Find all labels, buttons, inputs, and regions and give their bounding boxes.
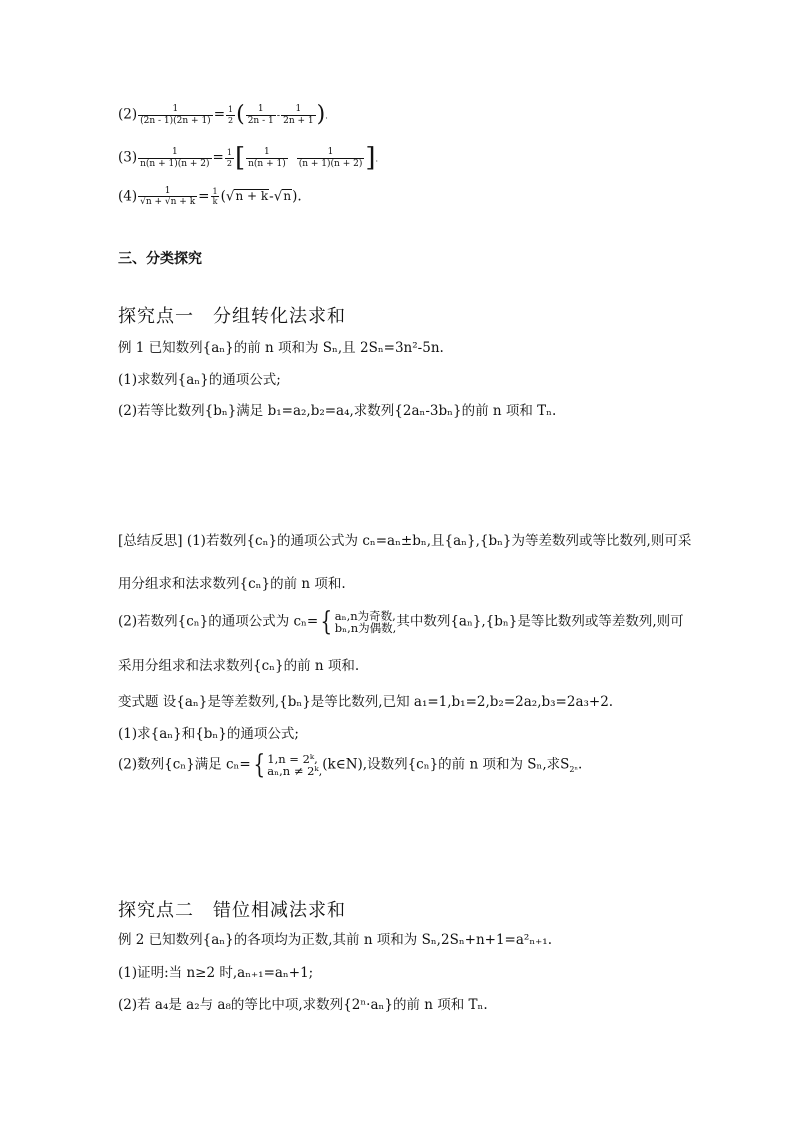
formula-2: (2) $\frac{1}{(2n - 1)(2n + 1)}$ = $\frac{1}{2}$ ( $\frac{1}{2n - 1}$ - $\frac{1}{2n + 1}$ ). — [118, 102, 328, 127]
formula-3-term-b: $\frac{1}{(n + 1)(n + 2)}$ — [298, 147, 363, 169]
formula-4-lhs-fraction: $\frac{1}{√n + √n + k}$ — [140, 186, 196, 208]
example1-q2: (2)若等比数列{bₙ}满足 b₁=a₂,b₂=a₄,求数列{2aₙ-3bₙ}的前 n 项和 Tₙ. — [118, 403, 557, 419]
summary-line1: [总结反思] (1)若数列{cₙ}的通项公式为 cₙ=aₙ±bₙ,且{aₙ},{bₙ}为等差数列或等比数列,则可采 — [118, 533, 692, 549]
summary2-line2: 采用分组求和法求数列{cₙ}的前 n 项和. — [118, 658, 360, 674]
formula-2-term-a: $\frac{1}{2n - 1}$ — [247, 104, 274, 126]
formula-2-label: (2) — [118, 106, 138, 123]
formula-4-label: (4) — [118, 188, 138, 205]
variant-intro: 变式题 设{aₙ}是等差数列,{bₙ}是等比数列,已知 a₁=1,b₁=2,b₂=2a₂,b₃=2a₃+2. — [118, 694, 614, 710]
formula-3-lhs-fraction: $\frac{1}{n(n + 1)(n + 2)}$ — [140, 147, 210, 169]
formula-2-lhs-fraction: $\frac{1}{(2n - 1)(2n + 1)}$ — [140, 104, 211, 126]
example1-q1: (1)求数列{aₙ}的通项公式; — [118, 372, 281, 388]
point2-heading: 探究点二 错位相减法求和 — [118, 900, 346, 921]
example2-intro: 例 2 已知数列{aₙ}的各项均为正数,其前 n 项和为 Sₙ,2Sₙ+n+1=a²ₙ₊₁. — [118, 932, 553, 948]
section-title: 三、分类探究 — [118, 251, 202, 267]
variant-q1: (1)求{aₙ}和{bₙ}的通项公式; — [118, 726, 299, 742]
formula-3: (3) $\frac{1}{n(n + 1)(n + 2)}$ = $\frac{1}{2}$ [ $\frac{1}{n(n + 1)}$ $\frac{1}{(n + 1)(n + 2)}$ ]. — [118, 143, 379, 173]
variant-cases: 1,n = 2ᵏ, aₙ,n ≠ 2ᵏ, — [267, 751, 323, 778]
example2-q2: (2)若 a₄是 a₂与 a₈的等比中项,求数列{2ⁿ·aₙ}的前 n 项和 Tₙ. — [118, 997, 488, 1013]
formula-3-half: $\frac{1}{2}$ — [226, 148, 232, 168]
formula-4-k-fraction: $\frac{1}{k}$ — [212, 187, 218, 207]
summary2: (2)若数列{cₙ}的通项公式为 cₙ={ aₙ,n为奇数, bₙ,n为偶数, 其中数列{aₙ},{bₙ}是等比数列或等差数列,则可 — [118, 607, 684, 637]
formula-4: (4) $\frac{1}{√n + √n + k}$ = $\frac{1}{k}$ (√n + k-√n). — [118, 186, 302, 208]
point1-heading: 探究点一 分组转化法求和 — [118, 306, 346, 327]
formula-4-sqrt-a: n + k — [235, 189, 269, 204]
variant-q2: (2)数列{cₙ}满足 cₙ={ 1,n = 2ᵏ, aₙ,n ≠ 2ᵏ, (k∈N),设数列{cₙ}的前 n 项和为 Sₙ,求$S_{2^n}$. — [118, 750, 583, 780]
formula-3-label: (3) — [118, 149, 138, 166]
formula-2-term-b: $\frac{1}{2n + 1}$ — [283, 104, 314, 126]
summary-line2: 用分组求和法求数列{cₙ}的前 n 项和. — [118, 576, 346, 592]
example1-intro: 例 1 已知数列{aₙ}的前 n 项和为 Sₙ,且 2Sₙ=3n²-5n. — [118, 340, 444, 356]
formula-4-sqrt-b: n — [283, 189, 292, 204]
summary2-cases: aₙ,n为奇数, bₙ,n为偶数, — [334, 608, 397, 635]
formula-3-term-a: $\frac{1}{n(n + 1)}$ — [248, 147, 286, 169]
example2-q1: (1)证明:当 n≥2 时,aₙ₊₁=aₙ+1; — [118, 965, 314, 981]
formula-2-half: $\frac{1}{2}$ — [228, 105, 234, 125]
